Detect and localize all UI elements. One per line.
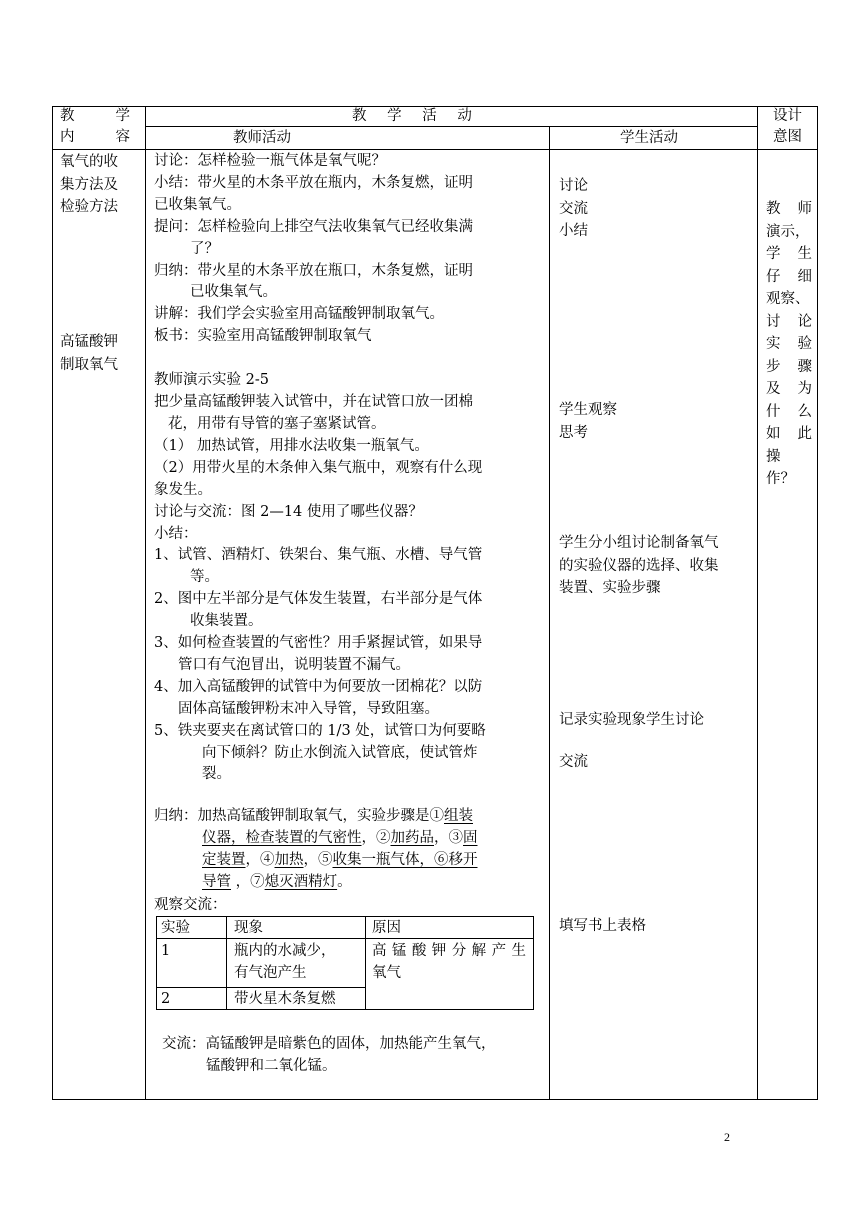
header-content-label: 教 学 [60,108,130,124]
observe-label: 观察交流： [154,897,227,913]
topic-kmno4-oxygen: 高锰酸钾 制取氧气 [60,334,118,373]
obs-header-experiment: 实验 [161,920,190,936]
obs-row2-phenomenon: 带火星木条复燃 [234,991,336,1007]
student-fill-table: 填写书上表格 [559,918,646,934]
obs-row1-phenomenon: 瓶内的水减少， [234,943,336,959]
obs-col-divider [226,916,227,1010]
teacher-activity-text: 讨论：怎样检验一瓶气体是氧气呢？ 小结：带火星的木条平放在瓶内，木条复燃，证明 已收集氧气。 提问：怎样检验向上排空气法收集氧气已经收集满 了？ 归纳：带火星的木条平放在瓶口，木条复燃，证明 已收集氧气。 讲解：我们学会实验室用高锰酸钾制取氧气。 板书：实验室用高锰酸钾制取氧气 教师演示实验 2-5 把少量高锰酸钾装入试管中，并在试管口放一团棉 花，用带有导管的塞子塞紧试管。 （1） 加热试管，用排水法收集一瓶氧气。 （2）用带火星的木条伸入集气瓶中，观察有什么现 象发生。 讨论与交流：图 2—14 使用了哪些仪器？ 小结： 1、试管、酒精灯、铁架台、集气瓶、水槽、导气管 等。 2、图中左半部分是气体发生装置，右半部分是气体 收集装置。 3、如何检查装置的气密性？用手紧握试管，如果导 管口有气泡冒出，说明装置不漏气。 4、加入高锰酸钾的试管中为何要放一团棉花？以防 固体高锰酸钾粉末冲入导管，导致阻塞。 5、铁夹要夹在离试管口的 1/3 处，试管口为何要略 向下倾斜？防止水倒流入试管底，使试管炸 裂。 [154,153,486,783]
obs-row1-reason: 氧气 [372,965,401,981]
header-content-label: 内 容 [60,129,130,145]
header-design-label: 意图 [773,129,802,145]
header-student-label: 学生活动 [620,130,678,146]
obs-row2-experiment: 2 [161,991,171,1007]
column-divider [145,106,146,1100]
header-teacher-label: 教师活动 [233,130,291,146]
obs-col-divider [365,916,366,1010]
observation-table [156,916,534,1010]
header-activity-label: 教 学 活 动 [352,108,474,124]
exchange-text: 交流：高锰酸钾是暗紫色的固体，加热能产生氧气， [162,1036,496,1052]
obs-row-divider [156,938,534,939]
topic-oxygen-collection: 氧气的收 集方法及 检验方法 [60,154,118,215]
exchange-text: 锰酸钾和二氧化锰。 [206,1058,337,1074]
page-number: 2 [724,1130,730,1144]
student-discussion: 讨论 交流 小结 [559,178,588,239]
student-record: 记录实验现象学生讨论 [559,712,704,728]
row-divider [52,149,818,150]
student-exchange: 交流 [559,754,588,770]
column-divider [757,106,758,1100]
design-intent-text: 教 师 演示， 学 生 仔 细 观察、 讨 论 实 验 步 骤 及 为 什 么 如 此 操 作？ [766,201,812,487]
student-observe: 学生观察 思考 [559,402,617,441]
experiment-steps-summary: 归纳：加热高锰酸钾制取氧气，实验步骤是①组装 仪器，检查装置的气密性，②加药品，③固 定装置，④加热，⑤收集一瓶气体，⑥移开 导管 ，⑦熄灭酒精灯。 [154,808,478,890]
obs-row1-reason: 高锰酸钾分解产生 [372,943,526,959]
header-design-label: 设计 [773,108,802,124]
obs-row1-experiment: 1 [161,943,171,959]
obs-header-phenomenon: 现象 [234,920,263,936]
obs-row1-phenomenon: 有气泡产生 [234,965,307,981]
student-group-discussion: 学生分小组讨论制备氧气 的实验仪器的选择、收集 装置、实验步骤 [559,535,719,596]
obs-header-reason: 原因 [372,920,401,936]
column-divider [549,126,550,1100]
